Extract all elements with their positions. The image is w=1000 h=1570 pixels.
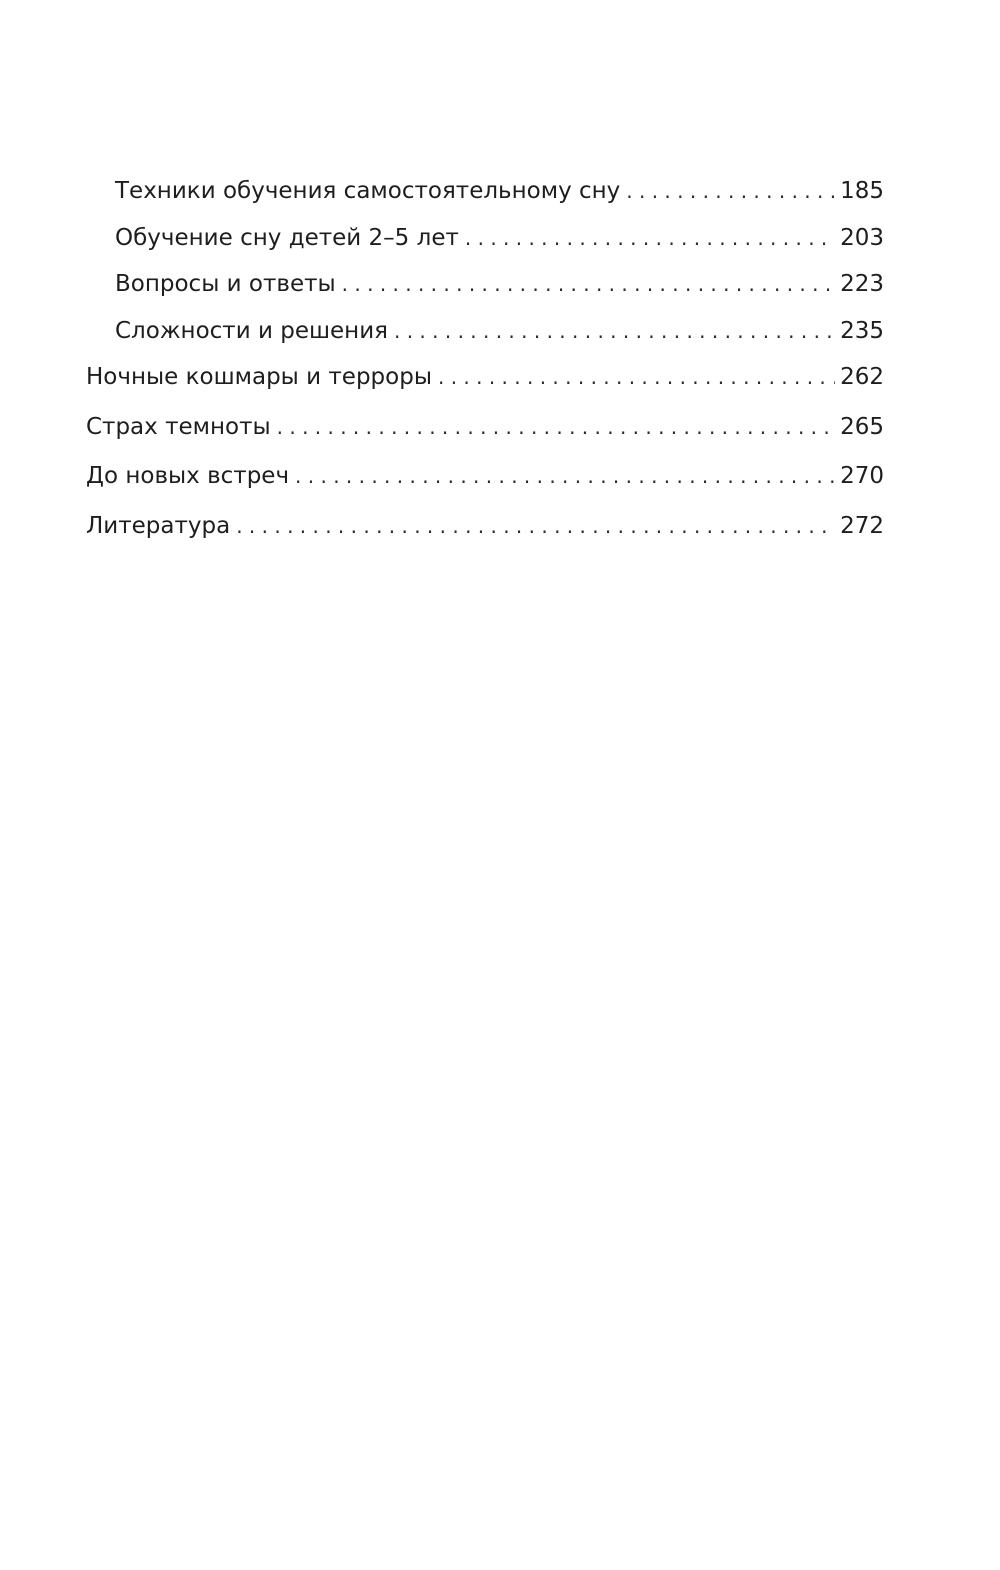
toc-entry xyxy=(86,176,884,206)
toc-entry-page: 203 xyxy=(840,224,884,251)
toc-entry-title: Ночные кошмары и терроры xyxy=(86,364,432,390)
toc-entry-title: Обучение сну детей 2–5 лет xyxy=(115,224,459,251)
table-of-contents xyxy=(86,176,884,560)
toc-entry-title: Страх темноты xyxy=(86,413,271,440)
toc-entry-title: До новых встреч xyxy=(86,463,290,489)
dot-leader xyxy=(465,223,835,253)
toc-entry xyxy=(86,316,884,346)
toc-entry-page: 235 xyxy=(840,317,884,344)
toc-entry-title: Техники обучения самостоятельному сну xyxy=(115,178,621,204)
dot-leader xyxy=(295,461,835,491)
toc-entry-title: Вопросы и ответы xyxy=(115,271,336,297)
toc-entry xyxy=(86,412,884,442)
dot-leader xyxy=(236,511,835,541)
toc-entry-page: 262 xyxy=(840,364,884,390)
toc-entry-title: Сложности и решения xyxy=(115,317,388,344)
dot-leader xyxy=(626,176,835,206)
toc-entry xyxy=(86,223,884,253)
toc-entry-page: 272 xyxy=(840,512,884,539)
dot-leader xyxy=(277,412,835,442)
dot-leader xyxy=(438,362,835,392)
toc-entry-title: Литература xyxy=(86,512,231,539)
toc-entry-page: 185 xyxy=(840,178,884,204)
toc-entry xyxy=(86,461,884,491)
toc-entry-page: 223 xyxy=(840,271,884,297)
toc-entry xyxy=(86,511,884,541)
dot-leader xyxy=(394,316,835,346)
toc-entry-page: 265 xyxy=(840,413,884,440)
dot-leader xyxy=(342,269,835,299)
toc-entry xyxy=(86,362,884,392)
toc-entry xyxy=(86,269,884,299)
toc-entry-page: 270 xyxy=(840,463,884,489)
